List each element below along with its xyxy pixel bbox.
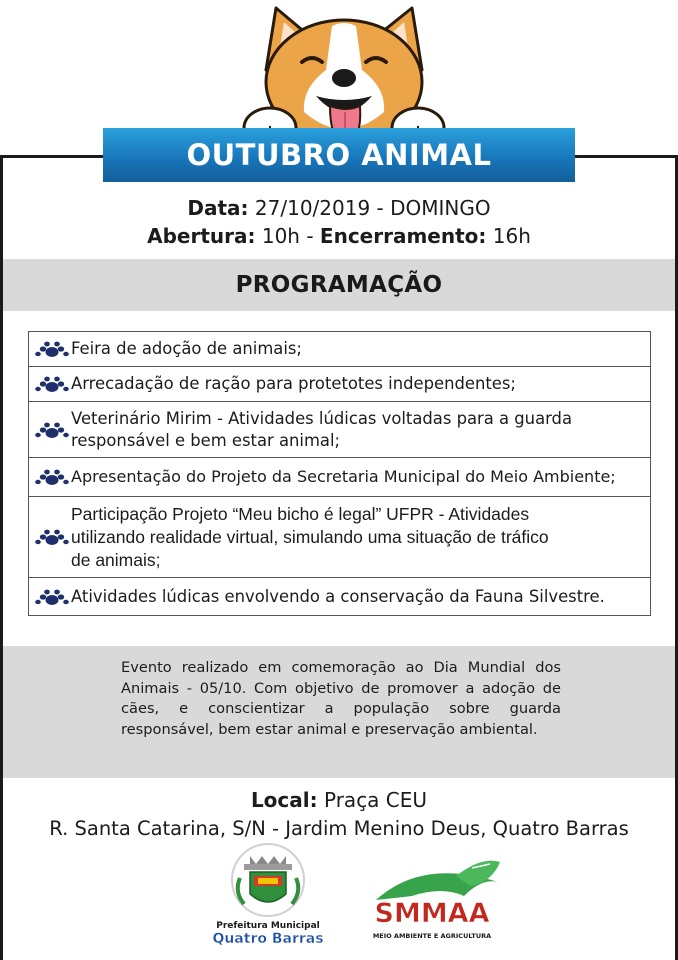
event-title: OUTUBRO ANIMAL [186, 138, 492, 172]
date-label: Data: [187, 196, 249, 220]
program-list [28, 331, 651, 616]
paw-icon [33, 526, 71, 548]
date-line [0, 196, 678, 220]
note-text: Evento realizado em comemoração ao Dia Mundial dos Animais - 05/10. Com objetivo de promover a adoção de cães, e conscientizar a população sobre guarda responsável, bem estar animal e preservação ambiental. [121, 659, 561, 738]
location-address: R. Santa Catarina, S/N - Jardim Menino Deus, Quatro Barras [49, 817, 629, 840]
program-item [29, 332, 650, 367]
closing-value: 16h [492, 224, 531, 248]
closing-label: Encerramento: [319, 224, 487, 248]
location-label: Local: [250, 788, 318, 812]
program-item-text: Atividades lúdicas envolvendo a conservação da Fauna Silvestre. [71, 586, 605, 606]
program-item [29, 497, 650, 578]
opening-label: Abertura: [147, 224, 256, 248]
program-item [29, 458, 650, 497]
prefeitura-line2: Quatro Barras [212, 931, 324, 947]
paw-icon [33, 586, 71, 608]
prefeitura-logo [200, 842, 336, 950]
program-heading-band [3, 259, 675, 311]
program-item-text: Apresentação do Projeto da Secretaria Municipal do Meio Ambiente; [71, 467, 616, 486]
paw-icon [33, 338, 71, 360]
title-banner [103, 128, 575, 182]
smmaa-name: SMMAA [374, 898, 490, 929]
note-band [3, 646, 675, 778]
program-item [29, 402, 650, 458]
program-item [29, 367, 650, 402]
smmaa-subtitle: MEIO AMBIENTE E AGRICULTURA [372, 932, 492, 940]
paw-icon [33, 466, 71, 488]
program-item-text: Feira de adoção de animais; [71, 339, 302, 358]
prefeitura-line1: Prefeitura Municipal [216, 921, 320, 931]
location-place: Praça CEU [324, 788, 428, 812]
program-item-text: Veterinário Mirim - Atividades lúdicas voltadas para a guarda responsável e bem estar animal; [71, 408, 573, 450]
opening-value: 10h - [261, 224, 314, 248]
program-item-text: Participação Projeto “Meu bicho é legal” UFPR - Atividades utilizando realidade virtual, simulando uma situação de tráfico de animais; [71, 503, 549, 570]
hours-line [0, 224, 678, 248]
program-item [29, 578, 650, 615]
program-item-text: Arrecadação de ração para protetotes independentes; [71, 374, 516, 393]
program-heading: PROGRAMAÇÃO [235, 272, 443, 298]
smmaa-logo [372, 856, 502, 942]
date-value: 27/10/2019 - DOMINGO [254, 196, 491, 220]
paw-icon [33, 373, 71, 395]
location-line [0, 788, 678, 812]
